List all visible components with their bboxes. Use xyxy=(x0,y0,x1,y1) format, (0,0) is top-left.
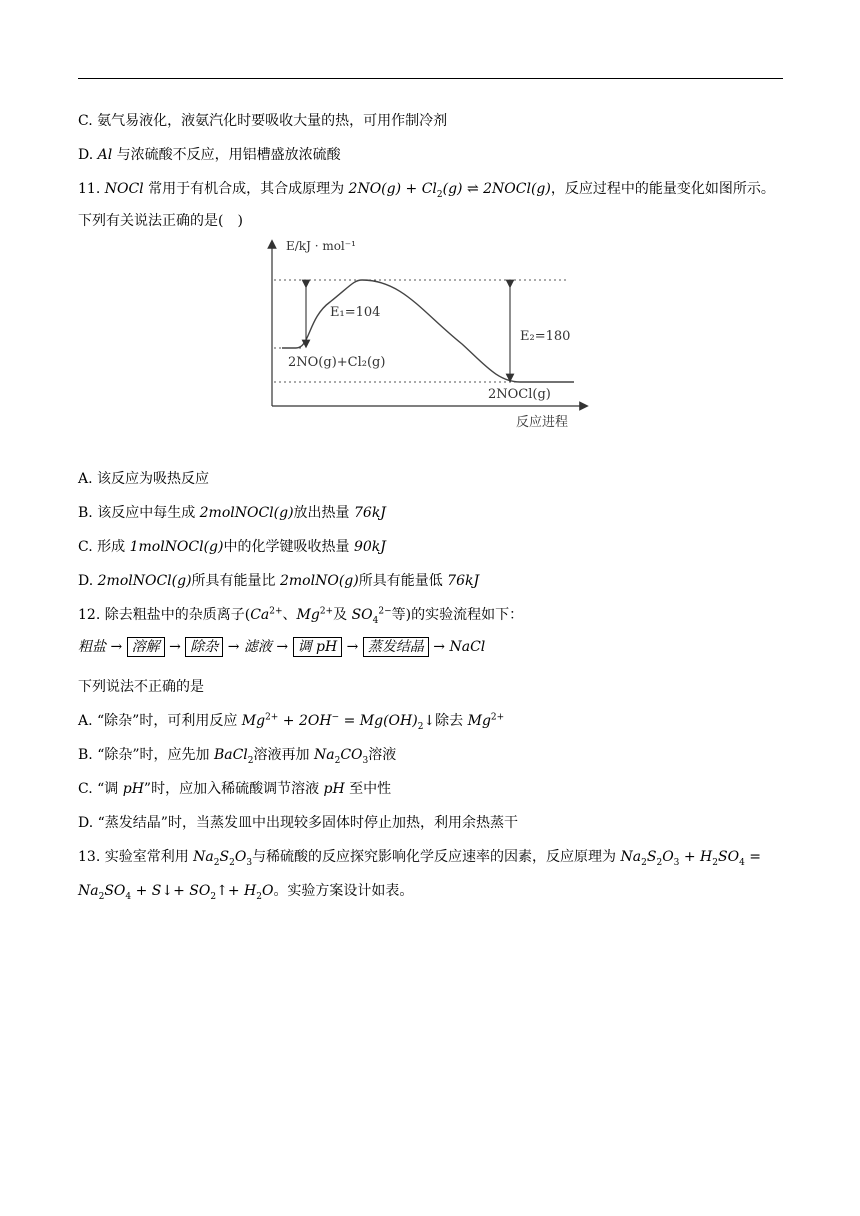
flow-step-4: 滤液 xyxy=(243,639,272,655)
flow-step-5: 调 pH xyxy=(293,637,343,657)
energy-diagram xyxy=(262,232,592,434)
q12-option-a: A. “除杂”时，可利用反应 $Mg^{2+} + 2OH^-$ = $Mg(OH)_2↓$除去 $Mg^{2+}$ xyxy=(78,712,505,732)
q13-stem-line2: $Na_2SO_4$ + S↓+ $SO_2↑+ H_2O$。实验方案设计如表。 xyxy=(78,883,414,902)
flow-step-7: NaCl xyxy=(449,639,486,655)
q13-stem-line1: 13. 实验室常利用 $Na_2S_2O_3$与稀硫酸的反应探究影响化学反应速率的因素，反应原理为 $Na_2S_2O_3 + H_2SO_4$ = xyxy=(78,849,761,868)
e1-label: E₁=104 xyxy=(330,305,381,320)
q12-prompt: 下列说法不正确的是 xyxy=(78,679,204,695)
q11-stem: 11. NOCl 常用于有机合成，其合成原理为 $2NO(g) + Cl_2(g)$ ⇌ 2NOCl(g)，反应过程中的能量变化如图所示。 xyxy=(78,181,775,200)
flow-arrow: → xyxy=(433,639,446,655)
flow-step-2: 溶解 xyxy=(127,637,165,657)
flow-arrow: → xyxy=(169,639,181,655)
product-label: 2NOCl(g) xyxy=(488,387,551,402)
x-axis-label: 反应进程 xyxy=(516,415,569,430)
q11-question: 下列有关说法正确的是( ) xyxy=(78,213,243,229)
flow-arrow: → xyxy=(227,639,240,655)
flow-arrow: → xyxy=(110,639,123,655)
y-axis-label: E/kJ · mol⁻¹ xyxy=(286,239,356,253)
q11-option-b: B. 该反应中每生成 2molNOCl(g)放出热量 76kJ xyxy=(78,505,386,521)
q11-option-c: C. 形成 1molNOCl(g)中的化学键吸收热量 90kJ xyxy=(78,539,386,555)
q12-stem: 12. 除去粗盐中的杂质离子($Ca^{2+}$、$Mg^{2+}$及 $SO_4^{2-}$等)的实验流程如下： xyxy=(78,606,524,626)
q11-option-d: D. 2molNOCl(g)所具有能量比 2molNO(g)所具有能量低 76kJ xyxy=(78,573,480,589)
q12-option-b: B. “除杂”时，应先加 BaCl$_2$溶液再加 $Na_2CO_3$溶液 xyxy=(78,747,397,766)
flow-arrow: → xyxy=(276,639,289,655)
q10-option-c: C. 氨气易液化，液氨汽化时要吸收大量的热，可用作制冷剂 xyxy=(78,113,448,129)
q10-option-d: D. Al 与浓硫酸不反应，用铝槽盛放浓硫酸 xyxy=(78,147,341,163)
flow-arrow: → xyxy=(346,639,359,655)
q12-flow xyxy=(78,637,485,657)
header-rule xyxy=(78,78,783,79)
q12-option-c: C. “调 pH”时，应加入稀硫酸调节溶液 pH 至中性 xyxy=(78,781,392,797)
e2-label: E₂=180 xyxy=(520,329,571,344)
flow-step-3: 除杂 xyxy=(185,637,223,657)
reactants-label: 2NO(g)+Cl₂(g) xyxy=(288,355,386,370)
q11-option-a: A. 该反应为吸热反应 xyxy=(78,471,210,487)
flow-step-1: 粗盐 xyxy=(78,639,106,655)
flow-step-6: 蒸发结晶 xyxy=(363,637,429,657)
q12-option-d: D. “蒸发结晶”时，当蒸发皿中出现较多固体时停止加热，利用余热蒸干 xyxy=(78,815,518,831)
